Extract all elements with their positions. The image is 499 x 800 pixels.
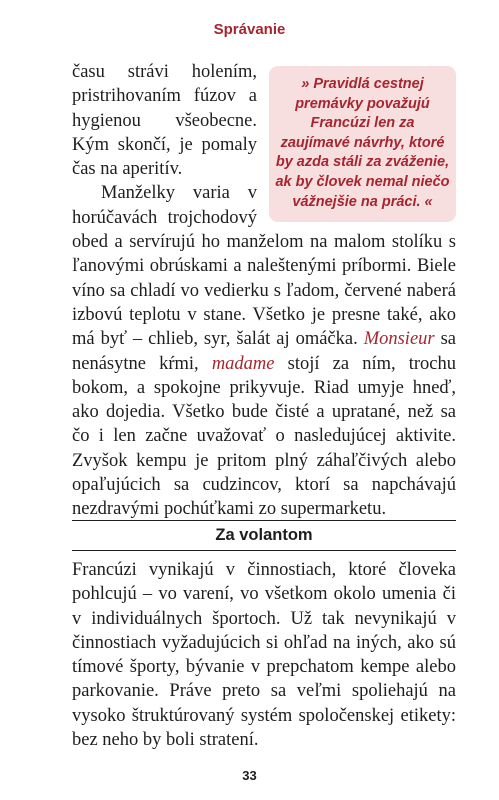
- page-number: 33: [242, 768, 257, 783]
- emphasis-madame: madame: [211, 353, 275, 374]
- emphasis-monsieur: Monsieur: [363, 329, 435, 350]
- paragraph-1: času strávi holením, pristrihovaním fúzov a hygienou všeobecne. Kým skončí, je pomaly čas na aperitív.: [72, 62, 257, 180]
- pull-quote: » Pravidlá cestnej premávky považujú Francúzi len za zaujímavé návrhy, ktoré by azda stáli za zváženie, ak by človek nemal niečo vážnejšie na práci. «: [269, 66, 456, 222]
- section-text: Francúzi vynikajú v činnostiach, ktoré človeka pohlcujú – vo varení, vo všetkom okolo umenia či v individuálnych športoch. Už tak nevynikajú v činnostiach vyžadujúcich si ohľad na iných, ako sú tímové športy, bývanie v prepchatom kempe alebo parkovanie. Práve preto sa veľmi spoliehajú na vysoko štruktúrovaný systém spoločenskej etikety: bez neho by boli stratení.: [72, 560, 456, 751]
- paragraph-2-text-b: sa nenásytne kŕmi,: [72, 329, 456, 374]
- paragraph-2-text-c: stojí za ním, trochu bokom, a spokojne prikyvuje. Riad umyje hneď, ako dojedia. Všetko bude čisté a upratané, než sa čo i len začne uvažovať o nasledujúcej aktivite. Zvyšok kempu je pritom plný záhaľčivých alebo opaľujúcich sa cudzincov, ktorí sa napchávajú nezdravými pochúťkami zo supermarketu.: [72, 353, 456, 520]
- running-header: Správanie: [213, 21, 286, 38]
- paragraph-2: [72, 181, 456, 521]
- main-text: [72, 60, 456, 522]
- section-heading: Za volantom: [72, 520, 456, 551]
- paragraph-2-text-a: Manželky varia v horúčavách trojchodový obed a servírujú ho manželom na malom stolíku s ľanovými obrúskami a naleštenými príbormi. Biele víno sa chladí vo vedierku s ľadom, červené naberá izbovú teplotu v stane. Všetko je presne také, ako má byť – chlieb, syr, šalát aj omáčka.: [72, 183, 456, 350]
